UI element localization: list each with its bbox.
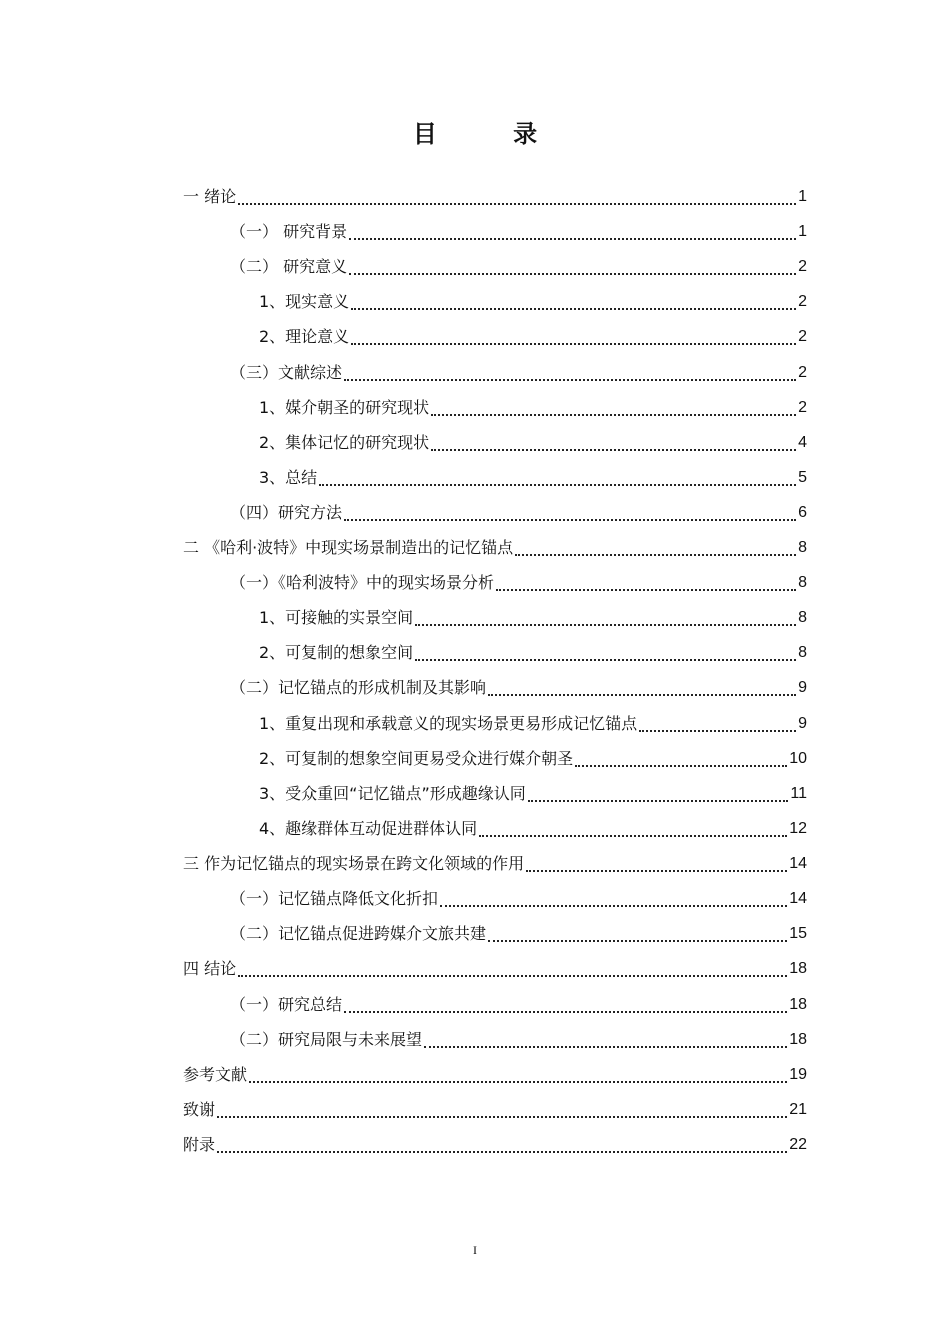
toc-entry-label: 附录 (183, 1134, 216, 1154)
dot-leader (431, 449, 796, 451)
toc-entry-page: 5 (798, 468, 807, 486)
toc-entry[interactable] (259, 706, 807, 741)
toc-entry[interactable] (183, 179, 807, 214)
toc-entry[interactable] (183, 1092, 807, 1127)
toc-entry[interactable] (259, 284, 807, 319)
toc-entry-label: （一）记忆锚点降低文化折扣 (230, 888, 439, 908)
toc-entry[interactable] (259, 776, 807, 811)
toc-entry-label: 1、可接触的实景空间 (259, 607, 414, 627)
dot-leader (217, 1151, 787, 1153)
dot-leader (424, 1046, 787, 1048)
toc-entry[interactable] (259, 635, 807, 670)
toc-entry[interactable] (230, 355, 807, 390)
dot-leader (344, 1011, 787, 1013)
toc-entry[interactable] (230, 214, 807, 249)
toc-entry-page: 18 (789, 995, 807, 1013)
dot-leader (440, 905, 787, 907)
dot-leader (349, 238, 796, 240)
toc-entry-page: 2 (798, 257, 807, 275)
dot-leader (217, 1116, 787, 1118)
toc-entry[interactable] (259, 811, 807, 846)
toc-entry-page: 2 (798, 398, 807, 416)
dot-leader (344, 519, 796, 521)
toc-entry-label: 3、受众重回“记忆锚点”形成趣缘认同 (259, 783, 526, 803)
toc-entry-page: 11 (790, 784, 807, 802)
toc-entry-label: 1、重复出现和承载意义的现实场景更易形成记忆锚点 (259, 713, 638, 733)
toc-entry-label: （一）研究总结 (230, 994, 343, 1014)
dot-leader (575, 765, 787, 767)
toc-entry-page: 18 (789, 959, 807, 977)
toc-entry-label: （二） 研究意义 (230, 256, 348, 276)
toc-entry[interactable] (183, 1127, 807, 1162)
toc-entry-page: 9 (798, 714, 807, 732)
toc-entry-label: 致谢 (183, 1099, 216, 1119)
toc-entry[interactable] (259, 425, 807, 460)
dot-leader (351, 308, 796, 310)
dot-leader (479, 835, 787, 837)
toc-entry-label: 3、总结 (259, 467, 318, 487)
toc-entry-label: 4、趣缘群体互动促进群体认同 (259, 818, 478, 838)
toc-entry[interactable] (259, 460, 807, 495)
toc-entry-label: （一） 研究背景 (230, 221, 348, 241)
toc-entry-page: 14 (789, 889, 807, 907)
toc-entry-label: 2、集体记忆的研究现状 (259, 432, 430, 452)
toc-entry-page: 12 (789, 819, 807, 837)
page-number-footer: I (473, 1243, 477, 1257)
toc-entry-page: 6 (798, 503, 807, 521)
toc-entry[interactable] (183, 951, 807, 986)
dot-leader (351, 343, 796, 345)
toc-entry-label: （二）研究局限与未来展望 (230, 1029, 423, 1049)
dot-leader (238, 203, 796, 205)
toc-entry-label: 2、理论意义 (259, 326, 350, 346)
toc-entry-label: （一）《哈利波特》中的现实场景分析 (230, 572, 495, 592)
toc-entry-label: （四）研究方法 (230, 502, 343, 522)
toc-entry-page: 1 (798, 222, 807, 240)
toc-entry-page: 10 (789, 749, 807, 767)
toc-entry-label: 2、可复制的想象空间 (259, 642, 414, 662)
toc-entry-page: 19 (789, 1065, 807, 1083)
toc-entry[interactable] (183, 846, 807, 881)
toc-entry-page: 18 (789, 1030, 807, 1048)
toc-entry[interactable] (230, 881, 807, 916)
toc-entry-page: 15 (789, 924, 807, 942)
toc-entry-label: 1、现实意义 (259, 291, 350, 311)
dot-leader (319, 484, 796, 486)
dot-leader (415, 624, 796, 626)
toc-entry-label: 三 作为记忆锚点的现实场景在跨文化领域的作用 (183, 853, 525, 873)
toc-entry[interactable] (259, 600, 807, 635)
page-title: 目 录 (412, 120, 572, 148)
dot-leader (249, 1081, 787, 1083)
toc-entry-page: 8 (798, 538, 807, 556)
toc-entry-page: 8 (798, 608, 807, 626)
toc-entry-label: 四 结论 (183, 958, 237, 978)
toc-entry[interactable] (230, 670, 807, 705)
toc-entry[interactable] (183, 1057, 807, 1092)
dot-leader (238, 975, 787, 977)
toc-entry-page: 2 (798, 363, 807, 381)
toc-entry-page: 2 (798, 327, 807, 345)
dot-leader (431, 414, 796, 416)
dot-leader (639, 730, 796, 732)
toc-entry-label: （三）文献综述 (230, 362, 343, 382)
toc-entry-page: 22 (789, 1135, 807, 1153)
toc-entry-page: 4 (798, 433, 807, 451)
toc-entry-label: 一 绪论 (183, 186, 237, 206)
toc-entry[interactable] (230, 1022, 807, 1057)
dot-leader (526, 870, 787, 872)
toc-entry-page: 9 (798, 678, 807, 696)
toc-entry[interactable] (259, 741, 807, 776)
toc-entry-label: （二）记忆锚点促进跨媒介文旅共建 (230, 923, 487, 943)
toc-entry-label: 1、媒介朝圣的研究现状 (259, 397, 430, 417)
toc-entry-label: 二 《哈利·波特》中现实场景制造出的记忆锚点 (183, 537, 514, 557)
dot-leader (528, 800, 789, 802)
toc-entry[interactable] (230, 495, 807, 530)
toc-entry[interactable] (230, 987, 807, 1022)
toc-entry-page: 8 (798, 573, 807, 591)
dot-leader (488, 694, 796, 696)
toc-entry[interactable] (230, 916, 807, 951)
dot-leader (349, 273, 796, 275)
toc-entry-page: 1 (798, 187, 807, 205)
toc-entry-label: 参考文献 (183, 1064, 248, 1084)
toc-entry[interactable] (230, 249, 807, 284)
toc-entry-page: 2 (798, 292, 807, 310)
toc-entry[interactable] (230, 565, 807, 600)
toc-entry-page: 14 (789, 854, 807, 872)
dot-leader (344, 379, 796, 381)
toc-entry-label: 2、可复制的想象空间更易受众进行媒介朝圣 (259, 748, 574, 768)
toc-entry-label: （二）记忆锚点的形成机制及其影响 (230, 677, 487, 697)
toc-entry[interactable] (183, 530, 807, 565)
dot-leader (515, 554, 796, 556)
dot-leader (496, 589, 796, 591)
dot-leader (488, 940, 787, 942)
toc-entry-page: 8 (798, 643, 807, 661)
dot-leader (415, 659, 796, 661)
toc-entry[interactable] (259, 319, 807, 354)
toc-entry-page: 21 (789, 1100, 807, 1118)
toc-entry[interactable] (259, 390, 807, 425)
